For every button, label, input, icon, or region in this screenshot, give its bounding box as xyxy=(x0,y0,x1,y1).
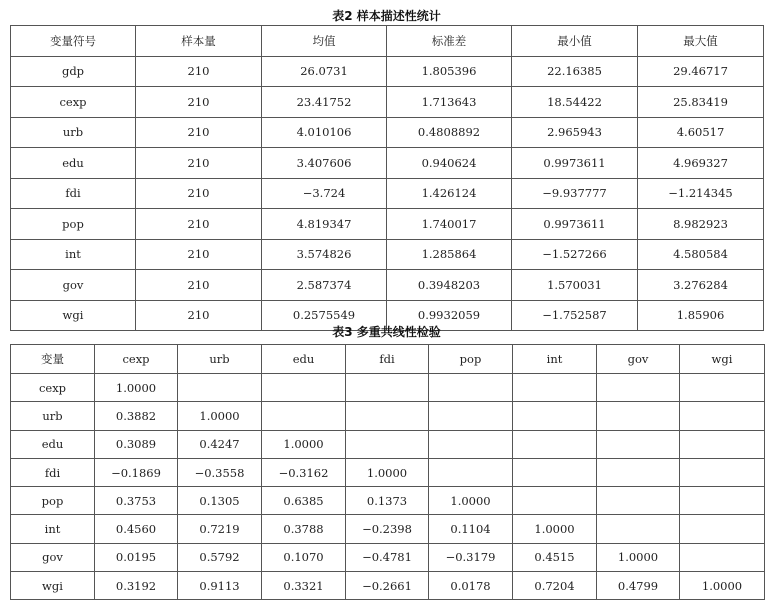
row-label-cell: urb xyxy=(11,402,95,430)
table-cell: −0.3558 xyxy=(178,458,262,486)
table-cell xyxy=(680,374,765,402)
column-header: 标准差 xyxy=(387,26,512,57)
table-cell: 2.965943 xyxy=(512,117,638,148)
table-cell: 2.587374 xyxy=(262,270,387,301)
table-cell xyxy=(346,374,429,402)
table-cell: 4.969327 xyxy=(638,148,764,179)
table-cell: 0.0195 xyxy=(95,543,178,571)
column-header: 最大值 xyxy=(638,26,764,57)
row-label-cell: gov xyxy=(11,543,95,571)
table-row xyxy=(11,572,765,600)
table-cell xyxy=(262,402,346,430)
table-cell: 0.2575549 xyxy=(262,300,387,331)
row-label-cell: edu xyxy=(11,148,136,179)
table-cell xyxy=(680,430,765,458)
table3-caption: 表3 多重共线性检验 xyxy=(332,325,441,339)
table-cell: 0.7219 xyxy=(178,515,262,543)
table-cell: 4.819347 xyxy=(262,209,387,240)
table-cell: 4.60517 xyxy=(638,117,764,148)
table-cell xyxy=(680,515,765,543)
table-cell: 0.1104 xyxy=(429,515,513,543)
table-cell: 4.010106 xyxy=(262,117,387,148)
table-cell xyxy=(513,402,597,430)
table-cell: 0.9973611 xyxy=(512,209,638,240)
table-cell: 210 xyxy=(136,239,262,270)
descriptive-statistics-table xyxy=(10,25,764,331)
table-header-row xyxy=(11,345,765,374)
table-cell: −0.2661 xyxy=(346,572,429,600)
table-row xyxy=(11,515,765,543)
row-label-cell: wgi xyxy=(11,572,95,600)
table-cell: 0.0178 xyxy=(429,572,513,600)
table-cell: 25.83419 xyxy=(638,87,764,118)
table-cell: 0.3882 xyxy=(95,402,178,430)
table-cell: 1.0000 xyxy=(513,515,597,543)
table-cell xyxy=(597,402,680,430)
table-cell xyxy=(429,402,513,430)
table-cell xyxy=(513,458,597,486)
table-cell: 0.4808892 xyxy=(387,117,512,148)
table-row xyxy=(11,487,765,515)
table-cell: 0.4247 xyxy=(178,430,262,458)
multicollinearity-table xyxy=(10,344,765,600)
row-label-cell: fdi xyxy=(11,178,136,209)
table-cell: 1.0000 xyxy=(597,543,680,571)
column-header: gov xyxy=(597,345,680,374)
table-cell xyxy=(680,543,765,571)
table-cell xyxy=(680,458,765,486)
row-label-cell: pop xyxy=(11,487,95,515)
table-cell: 0.3089 xyxy=(95,430,178,458)
table-cell xyxy=(597,487,680,515)
table-cell xyxy=(513,430,597,458)
row-label-cell: cexp xyxy=(11,374,95,402)
column-header: cexp xyxy=(95,345,178,374)
table-cell xyxy=(346,402,429,430)
table-cell xyxy=(429,374,513,402)
table-row xyxy=(11,458,765,486)
column-header: wgi xyxy=(680,345,765,374)
table-row xyxy=(11,148,764,179)
column-header: urb xyxy=(178,345,262,374)
table-cell: 29.46717 xyxy=(638,56,764,87)
column-header: 变量符号 xyxy=(11,26,136,57)
table-cell: 210 xyxy=(136,178,262,209)
table-cell: 1.740017 xyxy=(387,209,512,240)
column-header: edu xyxy=(262,345,346,374)
table-cell: 0.1305 xyxy=(178,487,262,515)
table-cell xyxy=(597,515,680,543)
row-label-cell: int xyxy=(11,239,136,270)
table-cell: 1.0000 xyxy=(262,430,346,458)
table-cell: 1.0000 xyxy=(346,458,429,486)
table-cell: 1.0000 xyxy=(95,374,178,402)
column-header: 样本量 xyxy=(136,26,262,57)
table-cell: 1.0000 xyxy=(429,487,513,515)
table-cell: 0.5792 xyxy=(178,543,262,571)
table-row xyxy=(11,270,764,301)
table2-caption: 表2 样本描述性统计 xyxy=(332,9,441,23)
table-row xyxy=(11,87,764,118)
table-row xyxy=(11,402,765,430)
table-header-row xyxy=(11,26,764,57)
row-label-cell: fdi xyxy=(11,458,95,486)
table-cell: −1.527266 xyxy=(512,239,638,270)
table-cell: 0.3948203 xyxy=(387,270,512,301)
table-row xyxy=(11,430,765,458)
table-cell: 0.3753 xyxy=(95,487,178,515)
table-cell xyxy=(680,487,765,515)
row-label-cell: cexp xyxy=(11,87,136,118)
table-cell: 1.426124 xyxy=(387,178,512,209)
table-cell: 3.574826 xyxy=(262,239,387,270)
table-cell: 22.16385 xyxy=(512,56,638,87)
table-cell: 210 xyxy=(136,56,262,87)
table-cell: 0.4560 xyxy=(95,515,178,543)
column-header: pop xyxy=(429,345,513,374)
table-cell: −0.3179 xyxy=(429,543,513,571)
table-cell: 0.940624 xyxy=(387,148,512,179)
table-cell: 23.41752 xyxy=(262,87,387,118)
row-label-cell: edu xyxy=(11,430,95,458)
table-row xyxy=(11,239,764,270)
table-cell: 1.0000 xyxy=(680,572,765,600)
table-cell: 0.3321 xyxy=(262,572,346,600)
table-cell: 1.805396 xyxy=(387,56,512,87)
table-cell: 8.982923 xyxy=(638,209,764,240)
table-cell: 1.713643 xyxy=(387,87,512,118)
column-header: fdi xyxy=(346,345,429,374)
column-header: 最小值 xyxy=(512,26,638,57)
table-cell xyxy=(429,430,513,458)
table-cell: 4.580584 xyxy=(638,239,764,270)
table-row xyxy=(11,209,764,240)
table-cell: 0.1373 xyxy=(346,487,429,515)
table-cell xyxy=(513,487,597,515)
table-cell xyxy=(429,458,513,486)
table-cell: 0.6385 xyxy=(262,487,346,515)
table-cell: 210 xyxy=(136,270,262,301)
table-cell xyxy=(680,402,765,430)
table-cell: 0.4515 xyxy=(513,543,597,571)
table-cell: 0.4799 xyxy=(597,572,680,600)
table-row xyxy=(11,178,764,209)
table-cell: 210 xyxy=(136,300,262,331)
table-cell: −1.752587 xyxy=(512,300,638,331)
table-cell: 0.9932059 xyxy=(387,300,512,331)
table-row xyxy=(11,374,765,402)
table-cell: 3.407606 xyxy=(262,148,387,179)
table-cell: 210 xyxy=(136,87,262,118)
table-cell xyxy=(513,374,597,402)
table-cell xyxy=(178,374,262,402)
table-cell: 18.54422 xyxy=(512,87,638,118)
table-cell xyxy=(597,374,680,402)
row-label-cell: urb xyxy=(11,117,136,148)
table-cell: 0.1070 xyxy=(262,543,346,571)
table-cell: 1.285864 xyxy=(387,239,512,270)
table-cell: −3.724 xyxy=(262,178,387,209)
table-cell: −9.937777 xyxy=(512,178,638,209)
table-cell: −0.2398 xyxy=(346,515,429,543)
table-row xyxy=(11,543,765,571)
table-cell xyxy=(346,430,429,458)
table-cell: −0.1869 xyxy=(95,458,178,486)
table-cell: −1.214345 xyxy=(638,178,764,209)
table-cell: 0.9113 xyxy=(178,572,262,600)
table-cell: 26.0731 xyxy=(262,56,387,87)
table-cell xyxy=(262,374,346,402)
table-cell: −0.4781 xyxy=(346,543,429,571)
table-cell: 0.3192 xyxy=(95,572,178,600)
table-cell: 210 xyxy=(136,148,262,179)
table-cell: 210 xyxy=(136,117,262,148)
table-cell: 1.85906 xyxy=(638,300,764,331)
table-cell: 3.276284 xyxy=(638,270,764,301)
table-cell: 1.570031 xyxy=(512,270,638,301)
row-label-cell: wgi xyxy=(11,300,136,331)
table-cell: −0.3162 xyxy=(262,458,346,486)
table-row xyxy=(11,117,764,148)
table-cell: 0.9973611 xyxy=(512,148,638,179)
column-header: 均值 xyxy=(262,26,387,57)
row-label-cell: pop xyxy=(11,209,136,240)
table-row xyxy=(11,56,764,87)
table-cell: 0.3788 xyxy=(262,515,346,543)
row-label-cell: gdp xyxy=(11,56,136,87)
row-label-cell: gov xyxy=(11,270,136,301)
column-header: 变量 xyxy=(11,345,95,374)
table-cell xyxy=(597,458,680,486)
table-cell xyxy=(597,430,680,458)
table-cell: 1.0000 xyxy=(178,402,262,430)
row-label-cell: int xyxy=(11,515,95,543)
table-cell: 210 xyxy=(136,209,262,240)
table-cell: 0.7204 xyxy=(513,572,597,600)
column-header: int xyxy=(513,345,597,374)
